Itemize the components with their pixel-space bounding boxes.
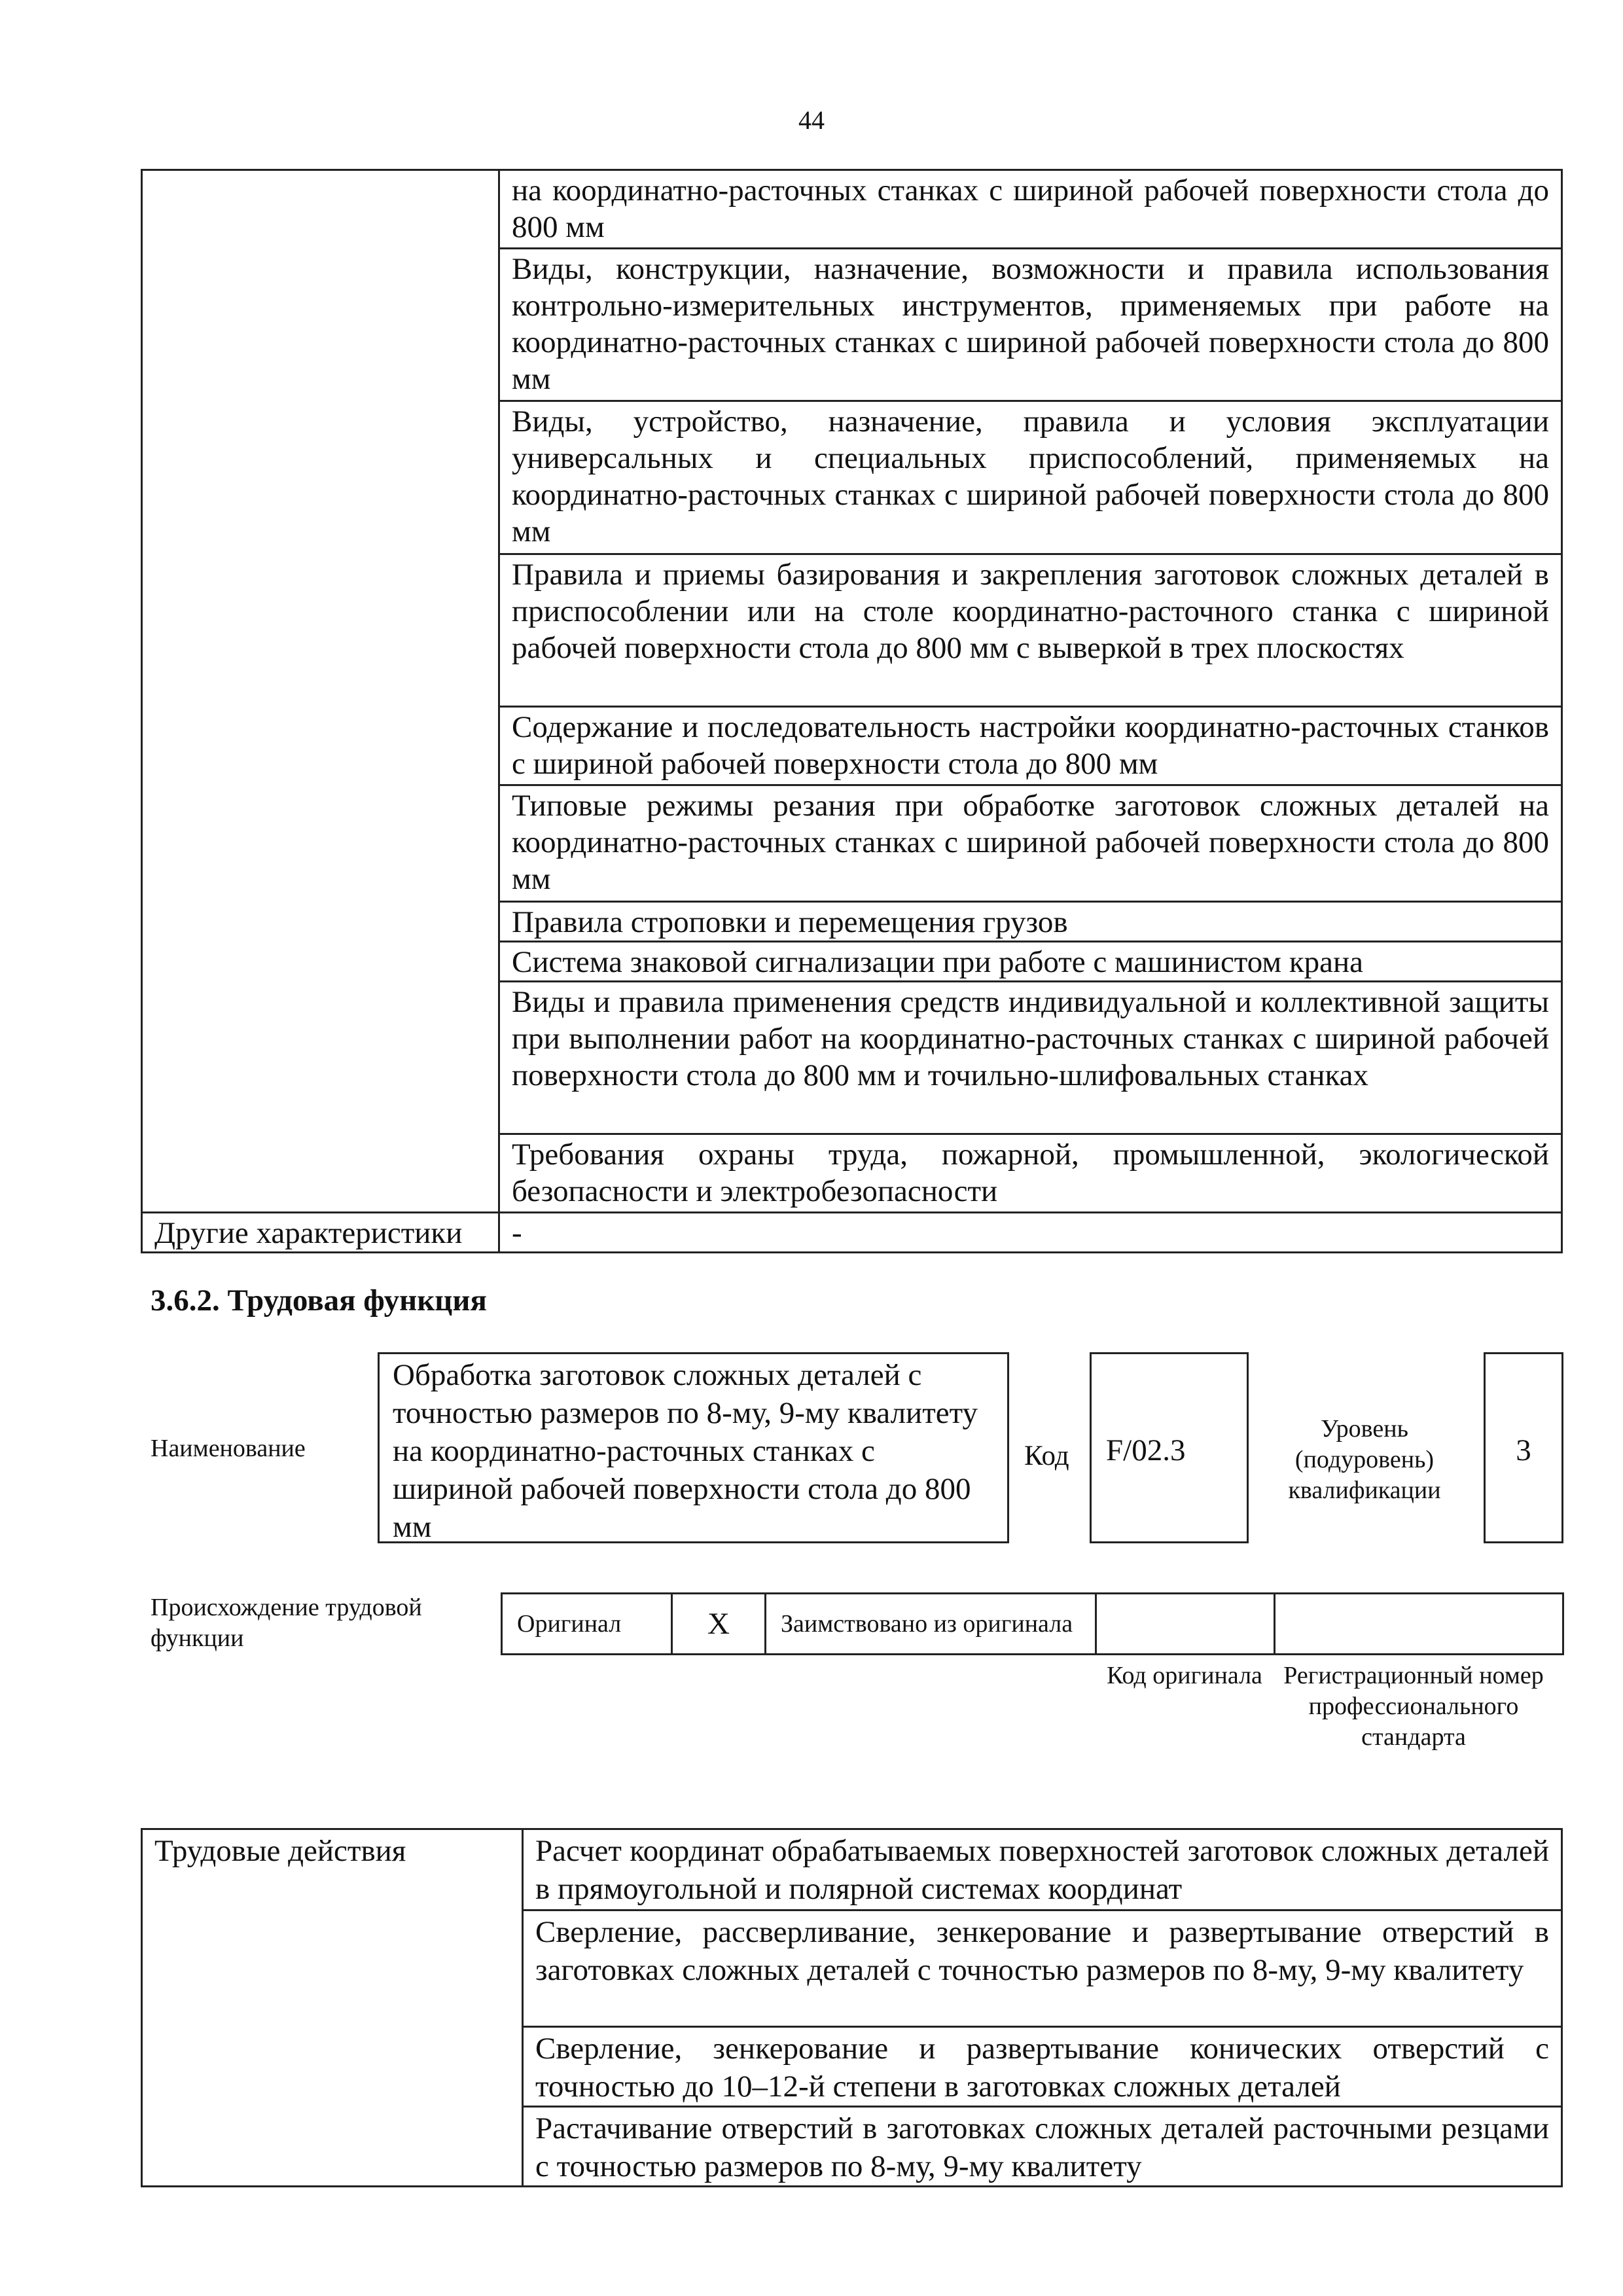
other-characteristics-value: - [499,1213,1562,1253]
action-row-4: Растачивание отверстий в заготовках сложных деталей расточными резцами с точностью размеров по 8-му, 9-му квалитету [523,2107,1562,2187]
table-row [142,1213,1562,1253]
knowledge-row-7: Правила строповки и перемещения грузов [499,902,1562,942]
code-original-caption: Код оригинала [1107,1662,1262,1689]
knowledge-row-9: Виды и правила применения средств индивидуальной и коллективной защиты при выполнении работ на координатно-расточных станках с шириной рабочей поверхности стола до 800 мм и точильно-шлифовальных станках [499,982,1562,1134]
page-number: 44 [798,105,825,135]
knowledge-row-1: на координатно-расточных станках с шириной рабочей поверхности стола до 800 мм [499,170,1562,249]
registration-number-caption: Регистрационный номер профессионального стандарта [1283,1662,1544,1751]
knowledge-row-8: Система знаковой сигнализации при работе с машинистом крана [499,942,1562,982]
action-row-1: Расчет координат обрабатываемых поверхностей заготовок сложных деталей в прямоугольной и полярной системах координат [523,1829,1562,1910]
knowledge-row-4: Правила и приемы базирования и закрепления заготовок сложных деталей в приспособлении или на столе координатно-расточного станка с шириной рабочей поверхности стола до 800 мм с выверкой в трех плоскостях [499,554,1562,707]
table-row [502,1594,1563,1655]
labor-actions-table [141,1828,1563,2187]
other-characteristics-label: Другие характеристики [142,1213,499,1253]
original-label: Оригинал [502,1594,672,1655]
labor-actions-label: Трудовые действия [142,1829,523,2187]
knowledge-row-6: Типовые режимы резания при обработке заготовок сложных деталей на координатно-расточных станках с шириной рабочей поверхности стола до 800 мм [499,785,1562,902]
function-code-box: F/02.3 [1090,1352,1249,1543]
original-mark: X [672,1594,766,1655]
knowledge-row-5: Содержание и последовательность настройки координатно-расточных станков с шириной рабочей поверхности стола до 800 мм [499,707,1562,785]
code-label: Код [1024,1441,1069,1471]
knowledge-label-cell [142,170,499,1213]
action-row-2: Сверление, рассверливание, зенкерование и развертывание отверстий в заготовках сложных деталей с точностью размеров по 8-му, 9-му квалитету [523,1910,1562,2027]
action-row-3: Сверление, зенкерование и развертывание конических отверстий с точностью до 10–12-й степени в заготовках сложных деталей [523,2027,1562,2107]
function-name-box: Обработка заготовок сложных деталей с точностью размеров по 8-му, 9-му квалитету на координатно-расточных станках с шириной рабочей поверхности стола до 800 мм [378,1352,1009,1543]
name-label: Наименование [151,1435,306,1462]
knowledge-row-10: Требования охраны труда, пожарной, промышленной, экологической безопасности и электробезопасности [499,1134,1562,1213]
section-heading: 3.6.2. Трудовая функция [151,1283,487,1318]
origin-table [501,1592,1564,1655]
original-code-cell [1096,1594,1275,1655]
origin-label: Происхождение трудовой функции [151,1594,422,1652]
registration-number-cell [1275,1594,1563,1655]
knowledge-row-2: Виды, конструкции, назначение, возможности и правила использования контрольно-измерительных инструментов, применяемых при работе на координатно-расточных станках с шириной рабочей поверхности стола до 800 мм [499,249,1562,401]
knowledge-row-3: Виды, устройство, назначение, правила и условия эксплуатации универсальных и специальных приспособлений, применяемых на координатно-расточных станках с шириной рабочей поверхности стола до 800 мм [499,401,1562,554]
knowledge-table [141,169,1563,1253]
function-level-box: 3 [1484,1352,1563,1543]
borrowed-label: Заимствовано из оригинала [766,1594,1096,1655]
table-row [142,1829,1562,1910]
table-row [142,170,1562,249]
level-label: Уровень (подуровень) квалификации [1288,1415,1441,1504]
